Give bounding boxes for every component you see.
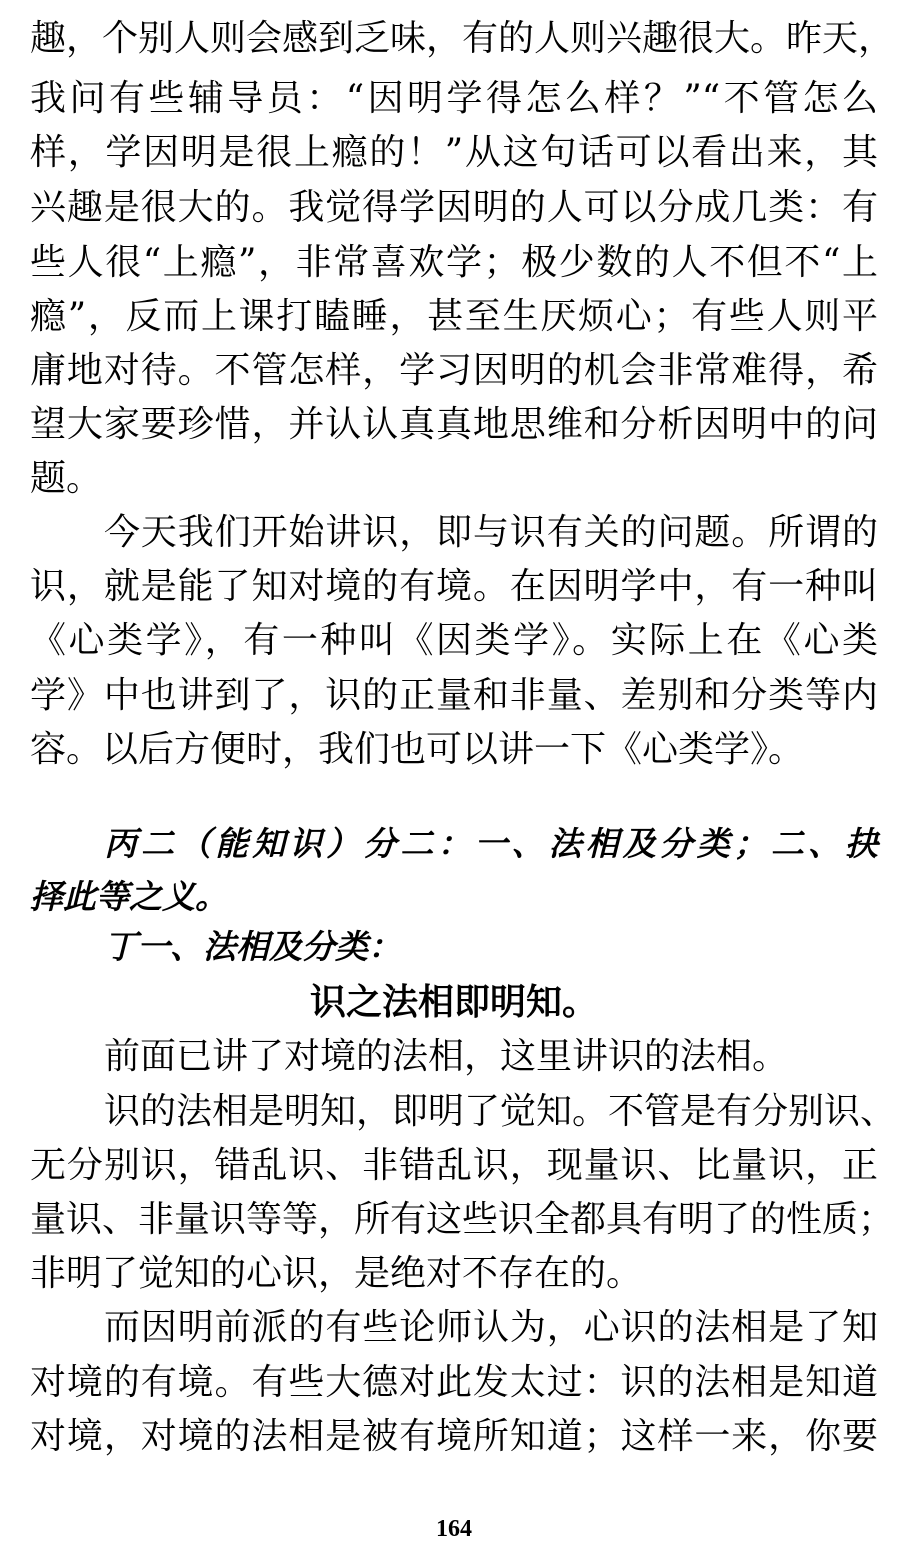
section-heading: 丙二（能知识）分二：一、法相及分类；二、抉	[104, 824, 878, 863]
body-line: 样，学因明是很上瘾的！”从这句话可以看出来，其	[30, 132, 878, 173]
body-line: 无分别识，错乱识、非错乱识，现量识、比量识，正	[30, 1145, 878, 1186]
body-line: 对境，对境的法相是被有境所知道；这样一来，你要	[30, 1416, 878, 1457]
root-text-verse: 识之法相即明知。	[309, 982, 598, 1023]
paragraph-start-line: 识的法相是明知，即明了觉知。不管是有分别识、	[104, 1091, 897, 1132]
subsection-heading: 丁一、法相及分类：	[104, 927, 401, 966]
body-line: 我问有些辅导员：“因明学得怎么样？”“不管怎么	[30, 78, 878, 119]
section-heading: 择此等之义。	[30, 877, 228, 916]
body-line: 容。以后方便时，我们也可以讲一下《心类学》。	[30, 729, 805, 770]
paragraph-start-line: 今天我们开始讲识，即与识有关的问题。所谓的	[104, 512, 878, 553]
body-line: 些人很“上瘾”，非常喜欢学；极少数的人不但不“上	[30, 242, 878, 283]
body-line: 庸地对待。不管怎样，学习因明的机会非常难得，希	[30, 350, 878, 391]
body-line: 瘾”，反而上课打瞌睡，甚至生厌烦心；有些人则平	[30, 296, 878, 337]
body-line: 望大家要珍惜，并认认真真地思维和分析因明中的问	[30, 404, 878, 445]
body-line: 量识、非量识等等，所有这些识全都具有明了的性质；	[30, 1199, 895, 1240]
body-line: 识，就是能了知对境的有境。在因明学中，有一种叫	[30, 566, 878, 607]
page-number: 164	[436, 1516, 472, 1542]
body-line: 学》中也讲到了，识的正量和非量、差别和分类等内	[30, 675, 878, 716]
body-line: 趣，个别人则会感到乏味，有的人则兴趣很大。昨天，	[30, 18, 895, 59]
body-line: 兴趣是很大的。我觉得学因明的人可以分成几类：有	[30, 187, 878, 228]
paragraph-start-line: 而因明前派的有些论师认为，心识的法相是了知	[104, 1307, 878, 1348]
body-line: 题。	[30, 458, 103, 499]
body-line: 对境的有境。有些大德对此发太过：识的法相是知道	[30, 1362, 878, 1403]
body-line: 《心类学》，有一种叫《因类学》。实际上在《心类	[30, 620, 878, 661]
body-line: 非明了觉知的心识，是绝对不存在的。	[30, 1253, 643, 1294]
paragraph-start-line: 前面已讲了对境的法相，这里讲识的法相。	[104, 1036, 789, 1077]
